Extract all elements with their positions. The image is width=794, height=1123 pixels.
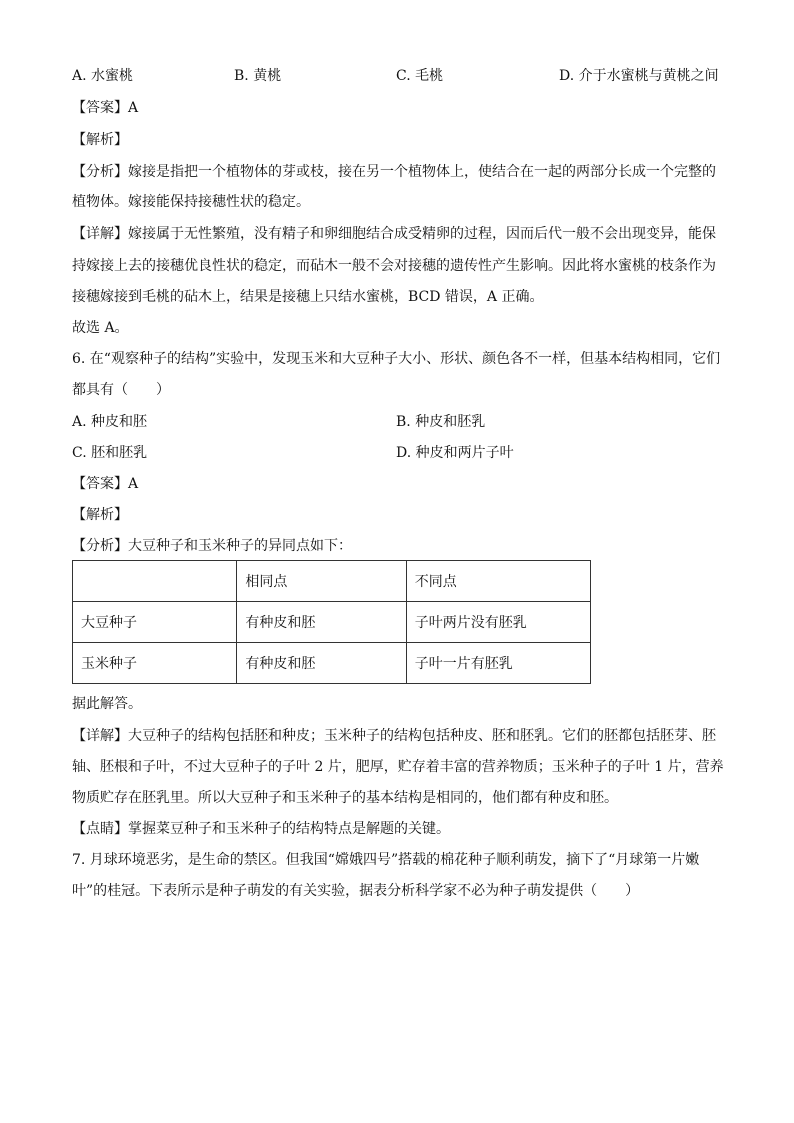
- answer-tag: 【答案】: [72, 476, 128, 492]
- q6-option-b: B. 种皮和胚乳: [396, 414, 486, 430]
- table-header-cell: [73, 561, 237, 602]
- dianjing-text: 掌握菜豆种子和玉米种子的结构特点是解题的关键。: [128, 821, 450, 837]
- table-cell: 子叶一片有胚乳: [406, 643, 590, 684]
- table-cell: 子叶两片没有胚乳: [406, 602, 590, 643]
- table-cell: 有种皮和胚: [237, 602, 406, 643]
- q6-analysis-tag: [72, 505, 128, 525]
- analysis-tag: 【解析】: [72, 507, 128, 523]
- q5-xiangjie-line-3: 接穗嫁接到毛桃的砧木上，结果是接穗上只结水蜜桃，BCD 错误，A 正确。: [72, 289, 544, 305]
- q5-option-b: B. 黄桃: [234, 68, 282, 84]
- table-header-row: [73, 561, 591, 602]
- table-cell: 大豆种子: [73, 602, 237, 643]
- q7-stem-line-2: 叶”的桂冠。下表所示是种子萌发的有关实验，据表分析科学家不必为种子萌发提供（ ）: [72, 883, 640, 899]
- q5-analysis-tag: [72, 130, 128, 150]
- q7-stem-line-1: 7. 月球环境恶劣，是生命的禁区。但我国“嫦娥四号”搭载的棉花种子顺利萌发，摘下了“月球第一片嫩: [72, 852, 700, 868]
- q5-option-d: D. 介于水蜜桃与黄桃之间: [559, 68, 719, 84]
- dianjing-tag: 【点睛】: [72, 821, 128, 837]
- analysis-tag: 【解析】: [72, 132, 128, 148]
- table-cell: 有种皮和胚: [237, 643, 406, 684]
- table-cell: 玉米种子: [73, 643, 237, 684]
- q6-fenxi-line: [72, 536, 352, 556]
- table-row: [73, 602, 591, 643]
- q6-option-a: A. 种皮和胚: [72, 414, 148, 430]
- answer-value: A: [128, 100, 139, 116]
- q5-xiangjie-line-1: [72, 224, 716, 244]
- xiangjie-text: 嫁接属于无性繁殖，没有精子和卵细胞结合成受精卵的过程，因而后代一般不会出现变异，能保: [128, 226, 716, 242]
- q6-stem-line-1: 6. 在“观察种子的结构”实验中，发现玉米和大豆种子大小、形状、颜色各不一样，但基本结构相同，它们: [72, 351, 721, 367]
- q5-fenxi-line-2: 植物体。嫁接能保持接穗性状的稳定。: [72, 194, 310, 210]
- q5-answer: [72, 98, 138, 118]
- fenxi-text: 大豆种子和玉米种子的异同点如下：: [128, 538, 352, 554]
- q6-xiangjie-line-2: 轴、胚根和子叶，不过大豆种子的子叶 2 片，肥厚，贮存着丰富的营养物质；玉米种子的子叶 1 片，营养: [72, 759, 724, 775]
- xiangjie-tag: 【详解】: [72, 226, 128, 242]
- q6-stem-line-2: 都具有（ ）: [72, 382, 170, 398]
- q6-option-c: C. 胚和胚乳: [72, 445, 148, 461]
- answer-value: A: [128, 476, 139, 492]
- q5-fenxi-line-1: [72, 162, 716, 182]
- q6-after-table: 据此解答。: [72, 696, 142, 712]
- fenxi-tag: 【分析】: [72, 164, 128, 180]
- q5-option-c: C. 毛桃: [396, 68, 444, 84]
- q5-conclusion: 故选 A。: [72, 320, 129, 336]
- q6-dianjing: [72, 819, 450, 839]
- q6-xiangjie-line-1: [72, 726, 716, 746]
- fenxi-text: 嫁接是指把一个植物体的芽或枝，接在另一个植物体上，使结合在一起的两部分长成一个完整的: [128, 164, 716, 180]
- q5-option-a: A. 水蜜桃: [72, 68, 134, 84]
- q5-xiangjie-line-2: 持嫁接上去的接穗优良性状的稳定，而砧木一般不会对接穗的遗传性产生影响。因此将水蜜桃的枝条作为: [72, 258, 716, 274]
- q6-option-d: D. 种皮和两片子叶: [396, 445, 514, 461]
- xiangjie-text: 大豆种子的结构包括胚和种皮；玉米种子的结构包括种皮、胚和胚乳。它们的胚都包括胚芽、胚: [128, 728, 716, 744]
- fenxi-tag: 【分析】: [72, 538, 128, 554]
- table-header-cell: 相同点: [237, 561, 406, 602]
- xiangjie-tag: 【详解】: [72, 728, 128, 744]
- seed-comparison-table: [72, 560, 591, 684]
- table-row: [73, 643, 591, 684]
- answer-tag: 【答案】: [72, 100, 128, 116]
- q6-answer: [72, 474, 138, 494]
- table-header-cell: 不同点: [406, 561, 590, 602]
- q6-xiangjie-line-3: 物质贮存在胚乳里。所以大豆种子和玉米种子的基本结构是相同的，他们都有种皮和胚。: [72, 790, 618, 806]
